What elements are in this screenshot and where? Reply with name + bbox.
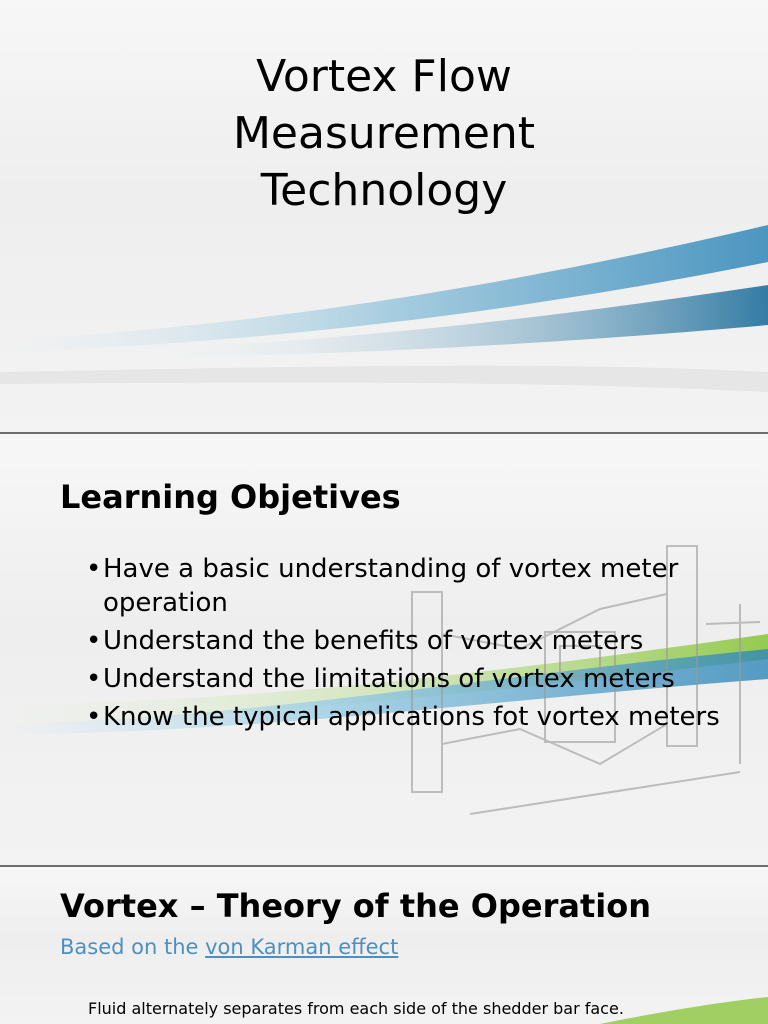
objectives-slide — [0, 434, 768, 865]
title-slide — [0, 0, 768, 432]
list-item: • Have a basic understanding of vortex meter operation — [86, 554, 679, 618]
objectives-list — [86, 552, 726, 738]
slide-subtitle — [60, 935, 398, 959]
slide-title — [0, 48, 768, 219]
slide-heading: Learning Objetives — [60, 478, 401, 516]
list-item: • Understand the limitations of vortex meters — [86, 664, 675, 694]
von-karman-link[interactable]: von Karman effect — [205, 935, 399, 959]
list-item: • Know the typical applications fot vortex meters — [86, 702, 720, 732]
body-text: Fluid alternately separates from each side of the shedder bar face. — [88, 999, 624, 1018]
title-line-1: Vortex Flow — [256, 51, 512, 102]
title-line-2: Measurement — [232, 108, 536, 159]
list-item: • Understand the benefits of vortex meters — [86, 626, 644, 656]
slide-heading: Vortex – Theory of the Operation — [60, 887, 651, 925]
subtitle-prefix: Based on the — [60, 935, 206, 959]
bullet-text: Have a basic understanding of vortex meter operation — [103, 554, 679, 618]
theory-slide — [0, 867, 768, 1024]
title-line-3: Technology — [260, 165, 508, 216]
bullet-text: Know the typical applications fot vortex meters — [103, 702, 720, 732]
bullet-text: Understand the limitations of vortex meters — [103, 664, 675, 694]
bullet-text: Understand the benefits of vortex meters — [103, 626, 644, 656]
